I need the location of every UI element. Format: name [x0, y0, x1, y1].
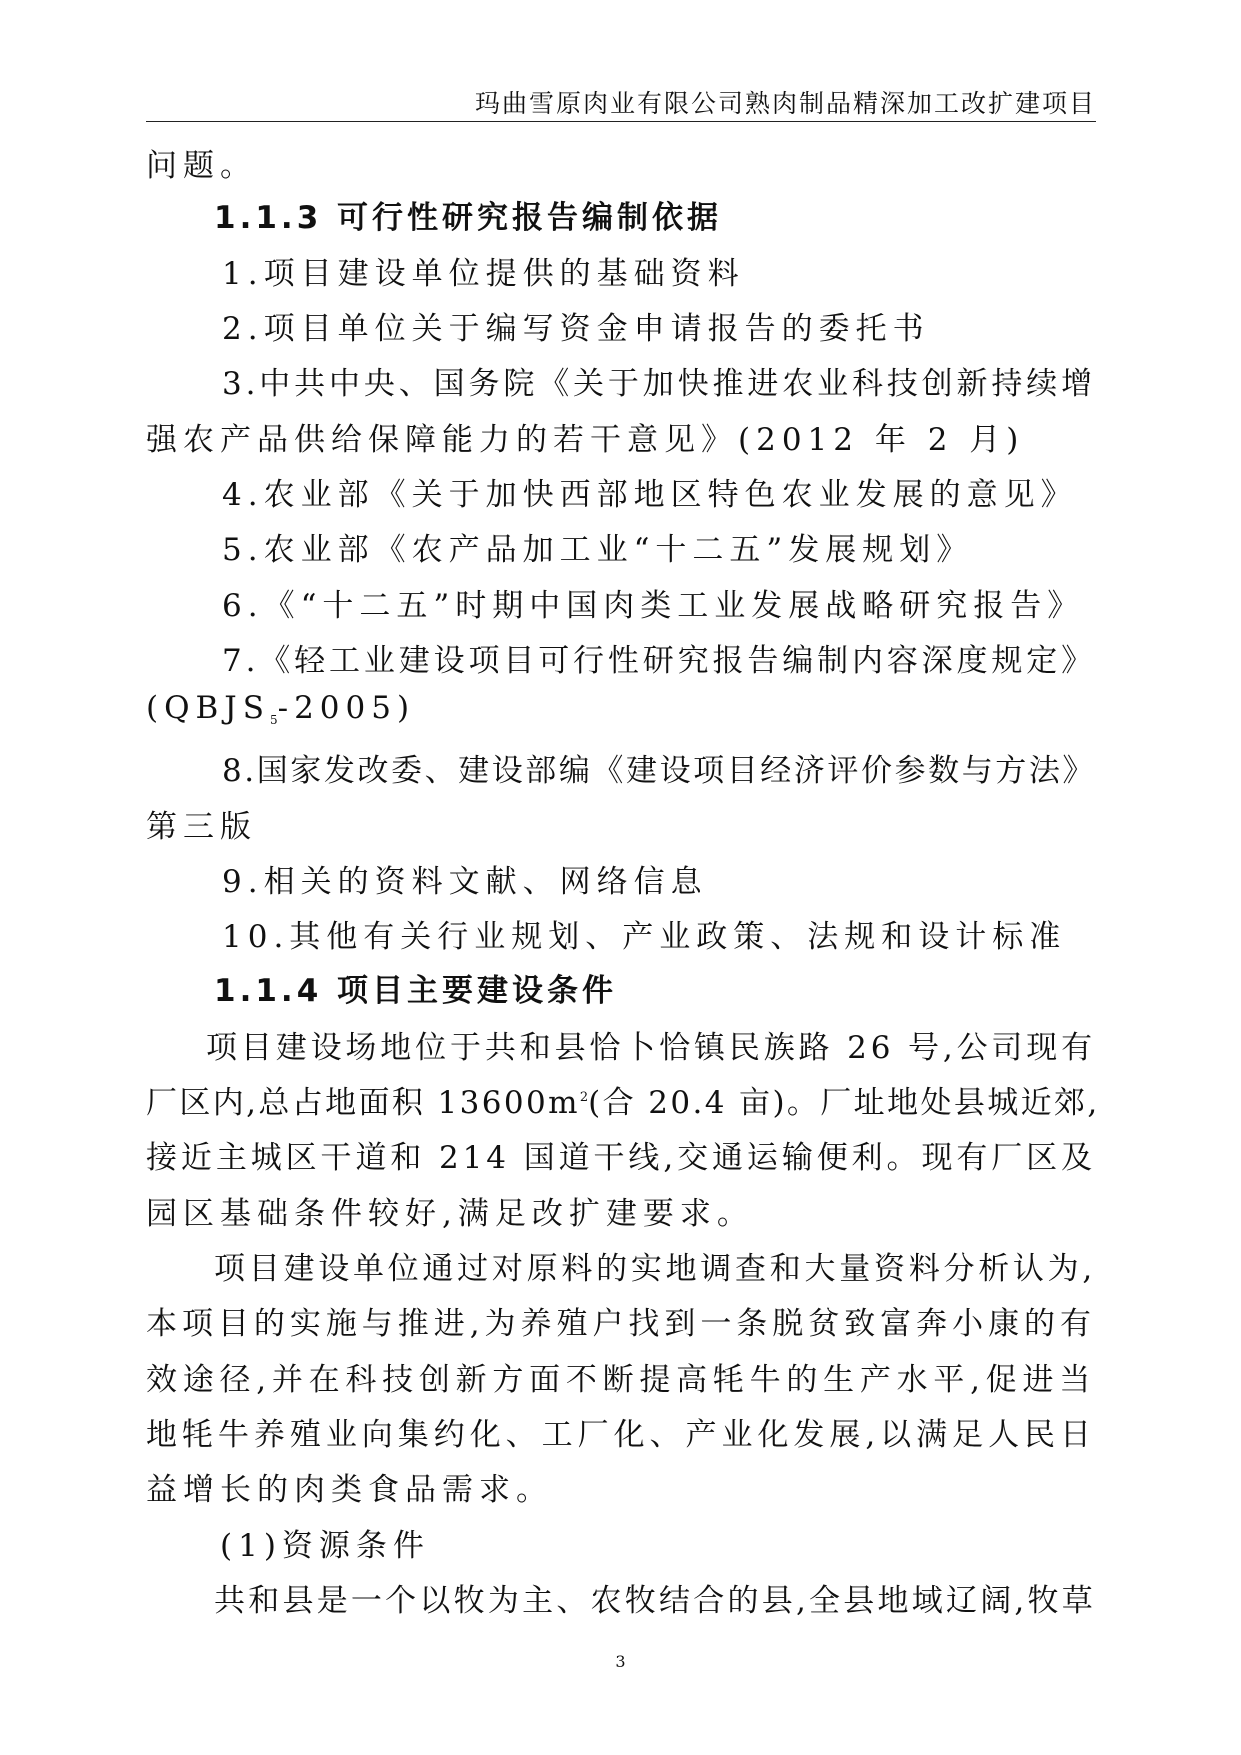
list-item-9: 9.相关的资料文献、网络信息	[222, 864, 708, 900]
list-item-3-continued: 强农产品供给保障能力的若干意见》(2012 年 2 月)	[146, 422, 1025, 458]
standard-code-prefix: (QBJS	[146, 690, 270, 726]
paragraph-1-line-3: 接近主城区干道和 214 国道干线,交通运输便利。现有厂区及	[146, 1140, 1096, 1176]
area-superscript: 2	[579, 1090, 589, 1105]
paragraph-2-line-2: 本项目的实施与推进,为养殖户找到一条脱贫致富奔小康的有	[146, 1306, 1096, 1342]
section-heading-1-1-3: 1.1.3 可行性研究报告编制依据	[214, 200, 723, 236]
paragraph-3-line-1: 共和县是一个以牧为主、农牧结合的县,全县地域辽阔,牧草	[214, 1583, 1096, 1619]
list-item-2: 2.项目单位关于编写资金申请报告的委托书	[222, 311, 930, 347]
running-header: 玛曲雪原肉业有限公司熟肉制品精深加工改扩建项目	[474, 89, 1096, 118]
list-item-7: 7.《轻工业建设项目可行性研究报告编制内容深度规定》	[222, 643, 1096, 679]
list-item-5: 5.农业部《农产品加工业“十二五”发展规划》	[222, 532, 974, 568]
standard-code-suffix: -2005)	[277, 690, 416, 726]
text-line: 问题。	[146, 148, 257, 184]
area-text-after: (合 20.4 亩)。厂址地处县城近郊,	[588, 1085, 1100, 1121]
list-item-3: 3.中共中央、国务院《关于加快推进农业科技创新持续增	[222, 366, 1096, 402]
list-item-7-continued	[146, 690, 415, 727]
standard-code-subscript: 5	[269, 713, 278, 727]
paragraph-2-line-3: 效途径,并在科技创新方面不断提高牦牛的生产水平,促进当	[146, 1362, 1096, 1398]
paragraph-1-line-1: 项目建设场地位于共和县恰卜恰镇民族路 26 号,公司现有	[206, 1030, 1096, 1066]
list-item-8: 8.国家发改委、建设部编《建设项目经济评价参数与方法》	[222, 753, 1096, 789]
list-item-4: 4.农业部《关于加快西部地区特色农业发展的意见》	[222, 477, 1078, 513]
list-item-6: 6.《“十二五”时期中国肉类工业发展战略研究报告》	[222, 588, 1085, 624]
paragraph-2-line-1: 项目建设单位通过对原料的实地调查和大量资料分析认为,	[214, 1251, 1096, 1287]
section-heading-1-1-4: 1.1.4 项目主要建设条件	[214, 973, 618, 1009]
list-item-10: 10.其他有关行业规划、产业政策、法规和设计标准	[222, 919, 1067, 955]
header-rule	[146, 121, 1096, 122]
paragraph-2-line-5: 益增长的肉类食品需求。	[146, 1472, 553, 1508]
area-text: 厂区内,总占地面积 13600m	[146, 1085, 580, 1121]
paragraph-1-line-2	[146, 1077, 1100, 1122]
page-number: 3	[615, 1652, 626, 1671]
paragraph-2-line-4: 地牦牛养殖业向集约化、工厂化、产业化发展,以满足人民日	[146, 1417, 1096, 1453]
subsection-resource-conditions: (1)资源条件	[220, 1528, 430, 1564]
list-item-8-continued: 第三版	[146, 809, 257, 845]
list-item-1: 1.项目建设单位提供的基础资料	[222, 256, 745, 292]
paragraph-1-line-4: 园区基础条件较好,满足改扩建要求。	[146, 1196, 754, 1232]
